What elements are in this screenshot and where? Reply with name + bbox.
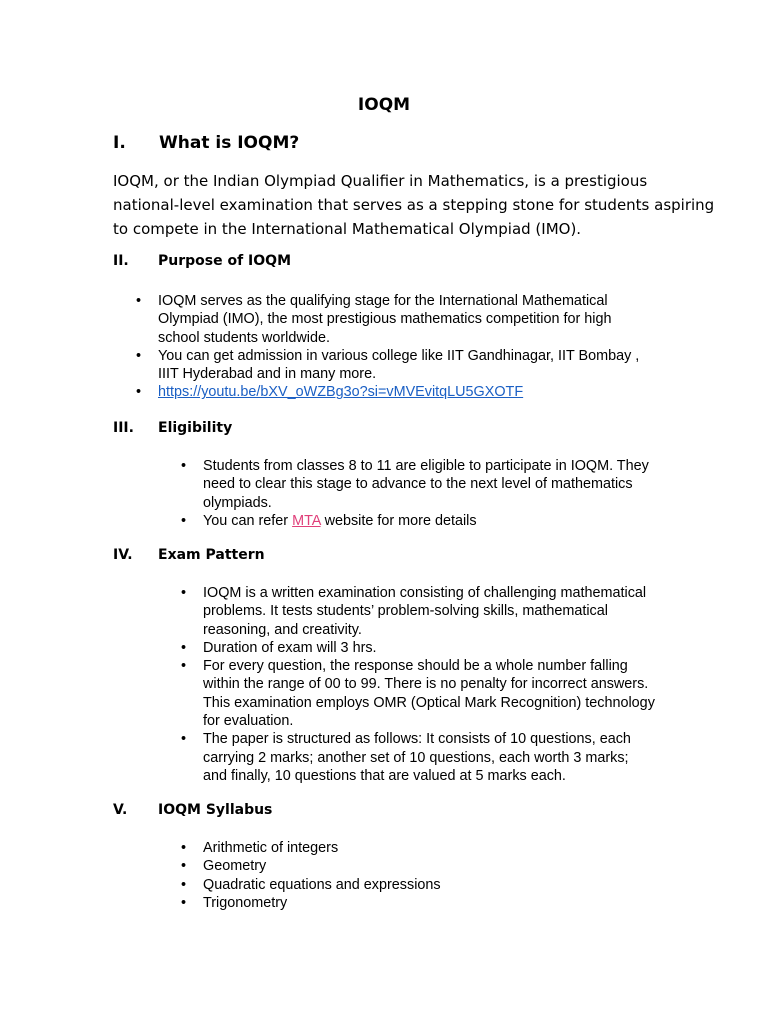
youtube-link[interactable]: • https://youtu.be/bXV_oWZBg3o?si=vMVEvitqLU5GXOTF — [158, 384, 524, 401]
list-item-line: need to clear this stage to advance to the next level of mathematics — [203, 476, 633, 493]
list-item — [203, 857, 441, 875]
list-item-line: • Trigonometry — [203, 894, 288, 911]
list-item-line: • Quadratic equations and expressions — [203, 876, 441, 893]
list-item — [203, 730, 655, 785]
document-title: IOQM — [357, 95, 411, 115]
list-item-line: IIIT Hyderabad and in many more. — [158, 366, 377, 383]
list-item — [203, 876, 441, 894]
heading-exam-pattern — [113, 547, 265, 563]
heading-purpose — [113, 253, 291, 269]
list-item — [203, 894, 441, 912]
list-item — [203, 457, 649, 512]
intro-line: IOQM, or the Indian Olympiad Qualifier in Mathematics, is a prestigious — [113, 172, 648, 190]
list-item-line: • IOQM serves as the qualifying stage for the International Mathematical — [158, 293, 608, 309]
heading-text: Purpose of IOQM — [158, 253, 291, 269]
list-item-line: • Duration of exam will 3 hrs. — [203, 639, 377, 656]
mta-link[interactable]: MTA — [292, 512, 321, 529]
heading-what-is-ioqm — [113, 133, 299, 153]
list-item-line: • Students from classes 8 to 11 are eligible to participate in IOQM. They — [203, 458, 649, 474]
syllabus-list — [203, 839, 441, 912]
list-item-line: within the range of 00 to 99. There is no penalty for incorrect answers. — [203, 676, 649, 693]
list-item-line: for evaluation. — [203, 713, 294, 730]
heading-text: Eligibility — [158, 420, 233, 436]
intro-line: to compete in the International Mathematical Olympiad (IMO). — [113, 220, 582, 238]
list-item-line: • IOQM is a written examination consisting of challenging mathematical — [203, 585, 647, 601]
list-item — [203, 839, 441, 857]
list-item — [203, 639, 655, 657]
heading-number: V. — [113, 802, 128, 818]
heading-number: I. — [113, 133, 126, 153]
purpose-list — [158, 292, 639, 402]
list-item-line: reasoning, and creativity. — [203, 621, 362, 638]
heading-eligibility — [113, 420, 232, 436]
list-item-line: Olympiad (IMO), the most prestigious mathematics competition for high — [158, 311, 612, 328]
list-item — [158, 292, 639, 347]
list-item-text: website for more details — [320, 512, 477, 529]
heading-text: IOQM Syllabus — [158, 802, 273, 818]
heading-syllabus — [113, 802, 272, 818]
list-item — [203, 512, 649, 530]
list-item-line: school students worldwide. — [158, 329, 330, 346]
list-item-line: and finally, 10 questions that are valued at 5 marks each. — [203, 767, 566, 784]
list-item-line: • Arithmetic of integers — [203, 840, 339, 856]
list-item — [203, 584, 655, 639]
list-item-line: • Geometry — [203, 858, 267, 875]
list-item — [158, 347, 639, 384]
intro-paragraph — [113, 169, 715, 241]
list-item-line: olympiads. — [203, 494, 272, 511]
list-item-line: problems. It tests students’ problem-solving skills, mathematical — [203, 603, 608, 620]
eligibility-list — [203, 457, 649, 530]
heading-number: II. — [113, 253, 129, 269]
list-item-text: You can refer — [203, 512, 293, 529]
heading-number: IV. — [113, 547, 133, 563]
exam-pattern-list — [203, 584, 655, 785]
list-item-line: • You can get admission in various college like IIT Gandhinagar, IIT Bombay , — [158, 347, 640, 364]
list-item-line: carrying 2 marks; another set of 10 questions, each worth 3 marks; — [203, 749, 629, 766]
list-item-line: • The paper is structured as follows: It consists of 10 questions, each — [203, 731, 631, 748]
intro-line: national-level examination that serves as a stepping stone for students aspiring — [113, 196, 715, 214]
heading-number: III. — [113, 420, 134, 436]
heading-text: What is IOQM? — [159, 133, 300, 153]
list-item — [158, 383, 639, 401]
list-item — [203, 657, 655, 730]
heading-text: Exam Pattern — [158, 547, 265, 563]
list-item-line: This examination employs OMR (Optical Mark Recognition) technology — [203, 694, 655, 711]
list-item-line: • For every question, the response should be a whole number falling — [203, 658, 628, 675]
